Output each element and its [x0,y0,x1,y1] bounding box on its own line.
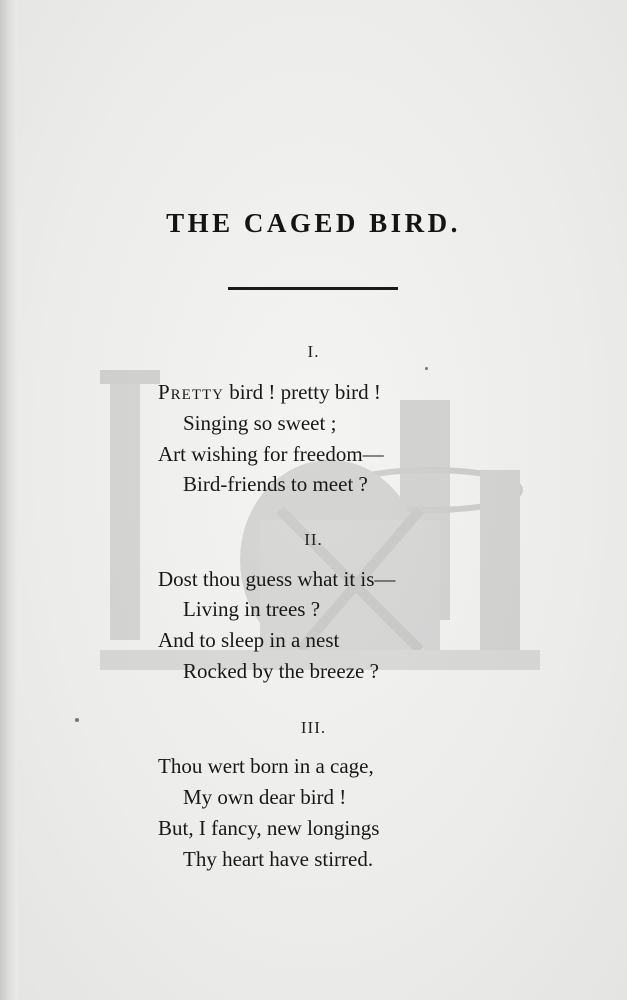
ink-speck [75,718,79,722]
poem-line: Thou wert born in a cage, [158,754,374,778]
page-gutter-shadow [0,0,18,1000]
poem-line: Living in trees ? [183,597,321,621]
small-caps-lead: Pretty [158,380,225,404]
stanza-numeral-3: III. [300,718,327,737]
poem-line: Dost thou guess what it is— [158,567,396,591]
poem-line: Singing so sweet ; [183,411,337,435]
poem-line: And to sleep in a nest [158,628,340,652]
stanza-numeral-2: II. [304,530,323,549]
poem-line: Bird-friends to meet ? [183,472,368,496]
poem-line: Art wishing for freedom— [158,442,384,466]
poem-line: Thy heart have stirred. [183,847,374,871]
ink-speck [425,367,428,370]
poem-line [158,380,381,405]
title-rule [228,287,398,290]
poem-line: Rocked by the breeze ? [183,659,379,683]
stanza-numeral-1: I. [307,342,320,361]
poem-title: THE CAGED BIRD. [166,208,461,238]
poem-line: But, I fancy, new longings [158,816,380,840]
poem-line: My own dear bird ! [183,785,347,809]
line-rest: bird ! pretty bird ! [224,380,381,404]
